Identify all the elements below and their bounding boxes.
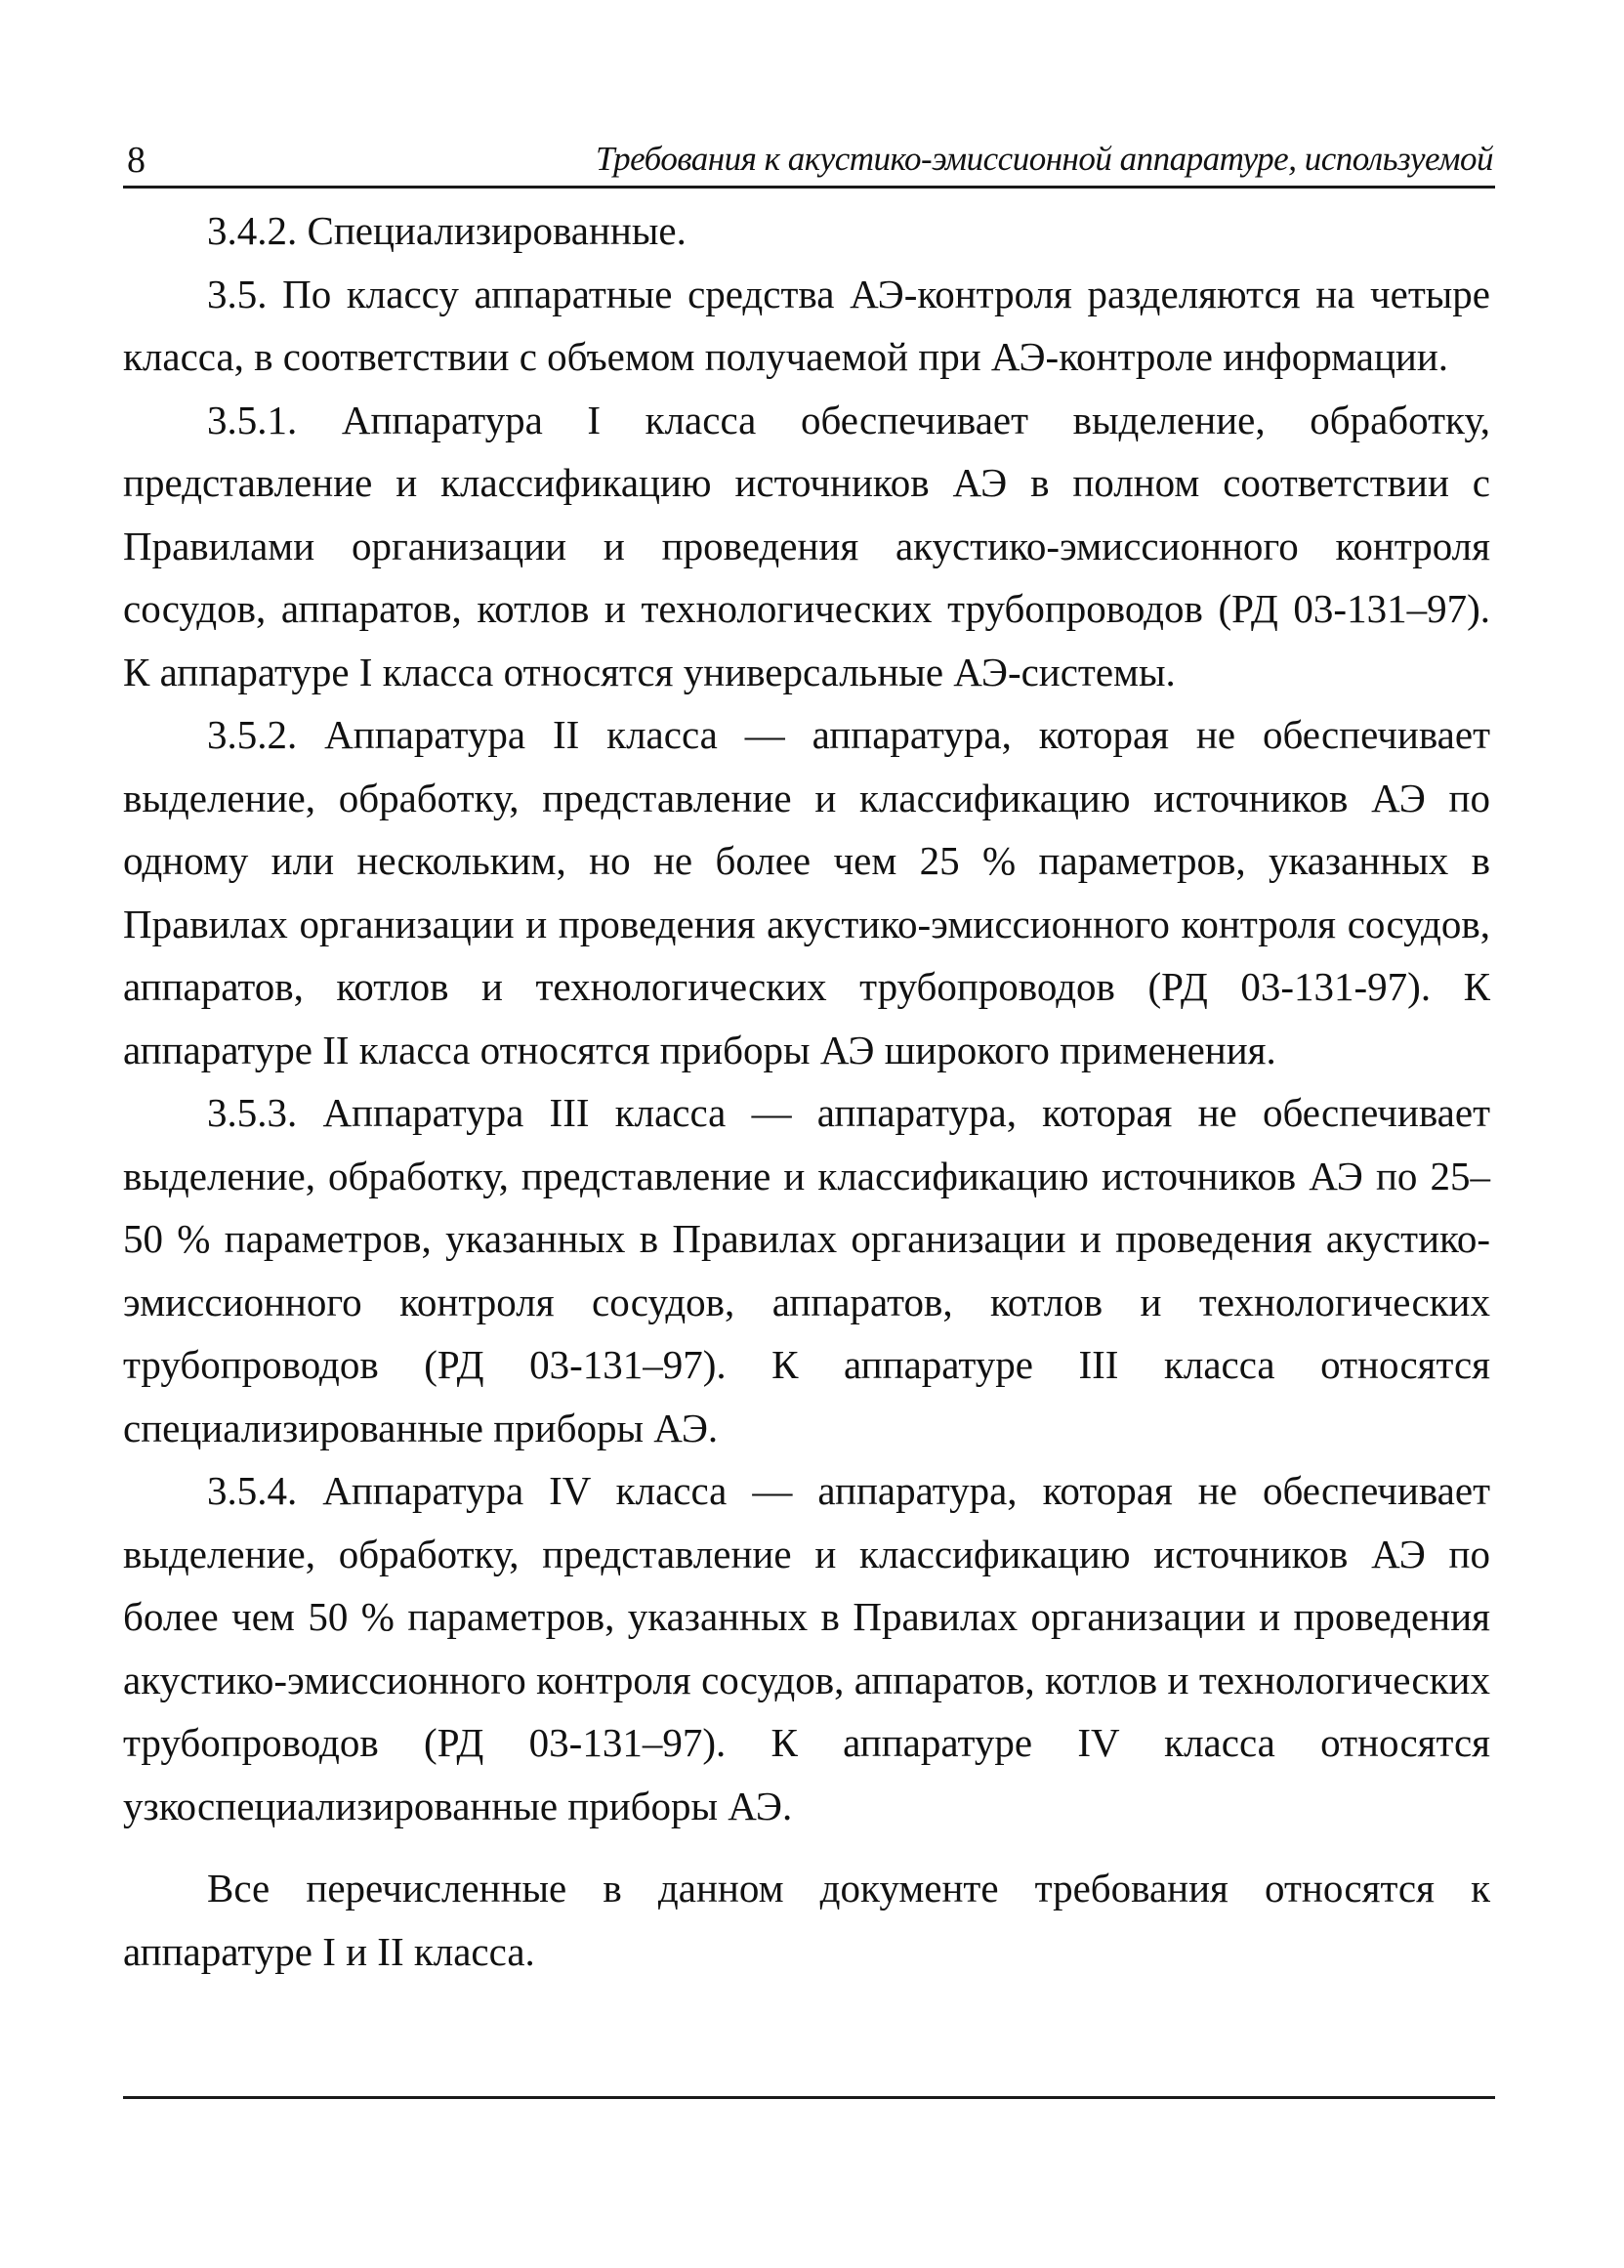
paragraph-3-5-2: 3.5.2. Аппаратура II класса — аппаратура, которая не обеспечивает выделение, обработку, представление и классификацию источников АЭ по одному или нескольким, но не более чем 25 % параметров, указанных в Правилах организации и проведения акустико-эмиссионного контроля сосудов, аппаратов, котлов и технологических трубопроводов (РД 03-131-97). К аппаратуре II класса относятся приборы АЭ широкого применения. <box>123 712 1490 1072</box>
closing-paragraph: Все перечисленные в данном документе требования относятся к аппаратуре I и II класса. <box>123 1866 1490 1974</box>
paragraph-3-5-1: 3.5.1. Аппаратура I класса обеспечивает выделение, обработку, представление и классификацию источников АЭ в полном соответствии с Правилами организации и проведения акустико-эмиссионного контроля сосудов, аппаратов, котлов и технологических трубопроводов (РД 03-131–97). К аппаратуре I класса относятся универсальные АЭ-системы. <box>123 397 1490 694</box>
running-title: Требования к акустико-эмиссионной аппаратуре, используемой <box>596 140 1493 178</box>
paragraph-3-5-4: 3.5.4. Аппаратура IV класса — аппаратура, которая не обеспечивает выделение, обработку, представление и классификацию источников АЭ по более чем 50 % параметров, указанных в Правилах организации и проведения акустико-эмиссионного контроля сосудов, аппаратов, котлов и технологических трубопроводов (РД 03-131–97). К аппаратуре IV класса относятся узкоспециализированные приборы АЭ. <box>123 1468 1490 1828</box>
page-number: 8 <box>127 140 146 181</box>
paragraph-3-5-3: 3.5.3. Аппаратура III класса — аппаратура, которая не обеспечивает выделение, обработку, представление и классификацию источников АЭ по 25–50 % параметров, указанных в Правилах организации и проведения акустико-эмиссионного контроля сосудов, аппаратов, котлов и технологических трубопроводов (РД 03-131–97). К аппаратуре III класса относятся специализированные приборы АЭ. <box>123 1090 1490 1450</box>
paragraph-3-4-2: 3.4.2. Специализированные. <box>207 208 687 253</box>
page-header <box>123 135 1495 189</box>
footer-rule <box>123 2096 1495 2099</box>
body-text <box>123 199 1490 1983</box>
paragraph-3-5: 3.5. По классу аппаратные средства АЭ-контроля разделяются на четыре класса, в соответствии с объемом получаемой при АЭ-контроле информации. <box>123 271 1490 379</box>
